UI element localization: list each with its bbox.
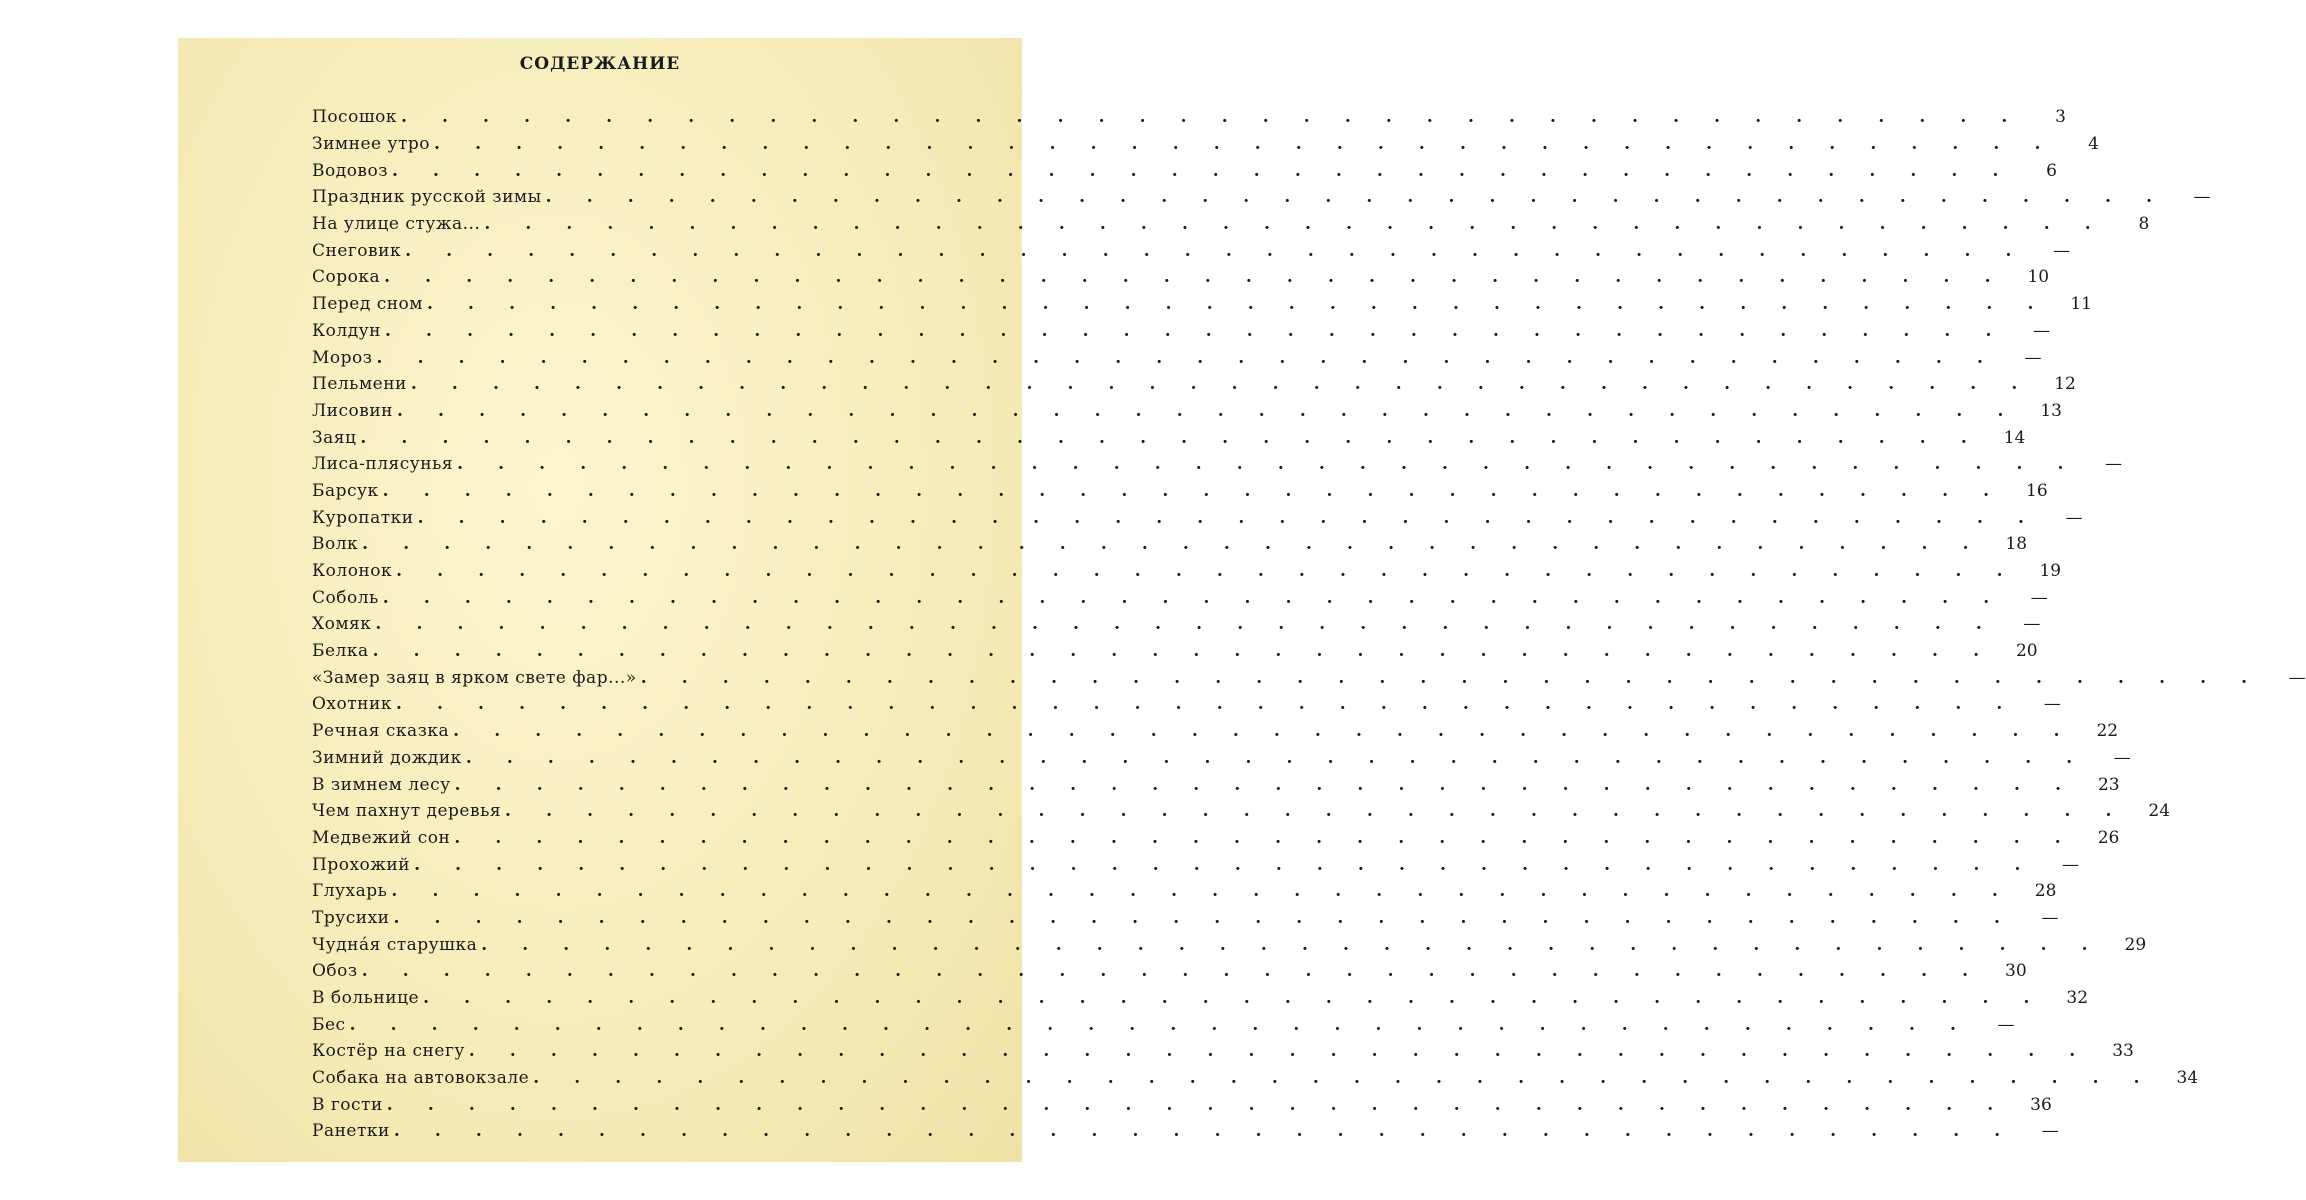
toc-entry bbox=[312, 451, 2123, 478]
toc-entry-page: — bbox=[2024, 347, 2042, 368]
toc-entry-page: 28 bbox=[2034, 881, 2057, 902]
dot-leader: . . . . . . . . . . . . . . . . . . . . . . . . . . . . . . . . . . . . . . . . bbox=[372, 641, 1994, 662]
dot-leader: . . . . . . . . . . . . . . . . . . . . . . . . . . . . . . . . . . . . . . . . bbox=[376, 347, 1998, 368]
toc-entry-title: Лисовин bbox=[312, 400, 394, 421]
toc-entry bbox=[312, 424, 2026, 451]
toc-entry bbox=[312, 771, 2120, 798]
toc-entry-page: 13 bbox=[2040, 400, 2062, 421]
toc-entry bbox=[312, 504, 2083, 531]
toc-entry bbox=[312, 211, 2150, 238]
toc-entry bbox=[312, 584, 2048, 611]
toc-entry-title: Водовоз bbox=[312, 160, 389, 181]
dot-leader: . . . . . . . . . . . . . . . . . . . . . . . . . . . . . . . . . . . . . . . . bbox=[405, 240, 2027, 261]
toc-entry bbox=[312, 1011, 2015, 1038]
dot-leader: . . . . . . . . . . . . . . . . . . . . . . . . . . . . . . . . . . . . . . . . bbox=[396, 561, 2018, 582]
toc-entry-page: 23 bbox=[2097, 774, 2120, 795]
toc-entry bbox=[312, 745, 2131, 772]
toc-entry-page: 8 bbox=[2138, 214, 2150, 235]
toc-entry bbox=[312, 237, 2071, 264]
toc-entry bbox=[312, 131, 2099, 158]
toc-entry-title: Мороз bbox=[312, 347, 373, 368]
book-page bbox=[178, 38, 2306, 1162]
toc-entry bbox=[312, 664, 2306, 691]
toc-entry-page: 4 bbox=[2088, 134, 2099, 155]
dot-leader: . . . . . . . . . . . . . . . . . . . . . . . . . . . . . . . . . . . . . . . . bbox=[349, 1014, 1971, 1035]
dot-leader: . . . . . . . . . . . . . . . . . . . . . . . . . . . . . . . . . . . . . . . . bbox=[481, 934, 2103, 955]
dot-leader: . . . . . . . . . . . . . . . . . . . . . . . . . . . . . . . . . . . . . . . . bbox=[468, 1041, 2090, 1062]
toc-entry-title: Волк bbox=[312, 534, 359, 555]
dot-leader: . . . . . . . . . . . . . . . . . . . . . . . . . . . . . . . . . . . . . . . . bbox=[414, 854, 2036, 875]
dot-leader: . . . . . . . . . . . . . . . . . . . . . . . . . . . . . . . . . . . . . . . . bbox=[453, 721, 2075, 742]
dot-leader: . . . . . . . . . . . . . . . . . . . . . . . . . . . . . . . . . . . . . . . . bbox=[454, 774, 2076, 795]
dot-leader: . . . . . . . . . . . . . . . . . . . . . . . . . . . . . . . . . . . . . . . . bbox=[382, 480, 2004, 501]
toc-entry-page: 16 bbox=[2026, 480, 2048, 501]
toc-entry-page: — bbox=[2030, 587, 2048, 608]
toc-entry-title: В зимнем лесу bbox=[312, 774, 451, 795]
dot-leader: . . . . . . . . . . . . . . . . . . . . . . . . . . . . . . . . . . . . . . . . bbox=[465, 747, 2087, 768]
toc-entry bbox=[312, 825, 2120, 852]
dot-leader: . . . . . . . . . . . . . . . . . . . . . . . . . . . . . . . . . . . . . . . . bbox=[393, 1121, 2015, 1142]
toc-entry-page: — bbox=[2113, 747, 2131, 768]
toc-entry-page: 18 bbox=[2005, 534, 2028, 555]
toc-entry-page: — bbox=[2065, 507, 2083, 528]
dot-leader: . . . . . . . . . . . . . . . . . . . . . . . . . . . . . . . . . . . . . . . . bbox=[362, 534, 1984, 555]
toc-entry-title: Праздник русской зимы bbox=[312, 187, 542, 208]
toc-entry bbox=[312, 851, 2080, 878]
toc-entry bbox=[312, 798, 2171, 825]
toc-entry-page: 24 bbox=[2148, 801, 2171, 822]
toc-entry-title: Посошок bbox=[312, 107, 397, 128]
toc-entry-title: Речная сказка bbox=[312, 721, 450, 742]
toc-entry-title: На улице стужа... bbox=[312, 214, 481, 235]
toc-entry bbox=[312, 1118, 2059, 1145]
dot-leader: . . . . . . . . . . . . . . . . . . . . . . . . . . . . . . . . . . . . . . . . bbox=[400, 107, 2022, 128]
toc-entry-page: 36 bbox=[2030, 1094, 2052, 1115]
dot-leader: . . . . . . . . . . . . . . . . . . . . . . . . . . . . . . . . . . . . . . . . bbox=[384, 267, 2006, 288]
toc-entry-page: 22 bbox=[2096, 721, 2119, 742]
dot-leader: . . . . . . . . . . . . . . . . . . . . . . . . . . . . . . . . . . . . . . . . bbox=[391, 881, 2013, 902]
dot-leader: . . . . . . . . . . . . . . . . . . . . . . . . . . . . . . . . . . . . . . . . bbox=[457, 454, 2079, 475]
toc-entry-title: Зимний дождик bbox=[312, 747, 462, 768]
toc-entry-title: Снеговик bbox=[312, 240, 402, 261]
toc-entry-title: Трусихи bbox=[312, 907, 390, 928]
toc-entry-page: 6 bbox=[2046, 160, 2057, 181]
toc-entry-title: Прохожий bbox=[312, 854, 411, 875]
toc-entry-title: Бес bbox=[312, 1014, 346, 1035]
toc-entry bbox=[312, 1038, 2134, 1065]
dot-leader: . . . . . . . . . . . . . . . . . . . . . . . . . . . . . . . . . . . . . . . . bbox=[427, 294, 2048, 315]
toc-entry bbox=[312, 291, 2092, 318]
toc-entry-page: 26 bbox=[2097, 827, 2120, 848]
dot-leader: . . . . . . . . . . . . . . . . . . . . . . . . . . . . . . . . . . . . . . . . bbox=[545, 187, 2167, 208]
dot-leader: . . . . . . . . . . . . . . . . . . . . . . . . . . . . . . . . . . . . . . . . bbox=[484, 214, 2106, 235]
toc-entry bbox=[312, 531, 2028, 558]
toc-entry-title: Костёр на снегу bbox=[312, 1041, 465, 1062]
toc-entry-title: «Замер заяц в ярком свете фар...» bbox=[312, 667, 637, 688]
toc-entry-title: В больнице bbox=[312, 988, 420, 1009]
toc-entry-title: Сорока bbox=[312, 267, 381, 288]
toc-entry bbox=[312, 691, 2061, 718]
toc-entry bbox=[312, 184, 2211, 211]
toc-entry bbox=[312, 878, 2057, 905]
dot-leader: . . . . . . . . . . . . . . . . . . . . . . . . . . . . . . . . . . . . . . . . bbox=[386, 1094, 2008, 1115]
dot-leader: . . . . . . . . . . . . . . . . . . . . . . . . . . . . . . . . . . . . . . . . bbox=[533, 1068, 2155, 1089]
dot-leader: . . . . . . . . . . . . . . . . . . . . . . . . . . . . . . . . . . . . . . . . bbox=[410, 374, 2032, 395]
toc-entry-page: 19 bbox=[2039, 561, 2062, 582]
toc-entry-page: — bbox=[2193, 187, 2211, 208]
toc-entry-title: Собака на автовокзале bbox=[312, 1068, 530, 1089]
toc-entry bbox=[312, 931, 2147, 958]
toc-entry bbox=[312, 344, 2042, 371]
dot-leader: . . . . . . . . . . . . . . . . . . . . . . . . . . . . . . . . . . . . . . . . bbox=[417, 507, 2039, 528]
toc-entry-page: — bbox=[2032, 320, 2050, 341]
toc-entry bbox=[312, 638, 2038, 665]
toc-entry-title: Глухарь bbox=[312, 881, 388, 902]
toc-entry-page: 12 bbox=[2054, 374, 2076, 395]
toc-entry-title: Соболь bbox=[312, 587, 379, 608]
dot-leader: . . . . . . . . . . . . . . . . . . . . . . . . . . . . . . . . . . . . . . . . bbox=[360, 427, 1982, 448]
toc-entry bbox=[312, 958, 2027, 985]
toc-entry-page: — bbox=[2041, 1121, 2059, 1142]
dot-leader: . . . . . . . . . . . . . . . . . . . . . . . . . . . . . . . . . . . . . . . . bbox=[392, 160, 2013, 181]
toc-entry-title: В гости bbox=[312, 1094, 383, 1115]
dot-leader: . . . . . . . . . . . . . . . . . . . . . . . . . . . . . . . . . . . . . . . . bbox=[397, 400, 2018, 421]
toc-entry-page: — bbox=[2023, 614, 2041, 635]
dot-leader: . . . . . . . . . . . . . . . . . . . . . . . . . . . . . . . . . . . . . . . . bbox=[423, 988, 2045, 1009]
toc-entry-title: Белка bbox=[312, 641, 369, 662]
toc-entry-title: Перед сном bbox=[312, 294, 424, 315]
page-title: СОДЕРЖАНИЕ bbox=[519, 54, 681, 74]
dot-leader: . . . . . . . . . . . . . . . . . . . . . . . . . . . . . . . . . . . . . . . . bbox=[375, 614, 1997, 635]
toc-entry-page: — bbox=[1997, 1014, 2015, 1035]
toc-entry bbox=[312, 611, 2041, 638]
toc-entry bbox=[312, 905, 2059, 932]
toc-entry-page: 3 bbox=[2055, 107, 2066, 128]
toc-entry-title: Колдун bbox=[312, 320, 381, 341]
toc-entry-title: Охотник bbox=[312, 694, 392, 715]
toc-entry bbox=[312, 558, 2062, 585]
toc-entry bbox=[312, 1065, 2199, 1092]
toc-entry-page: 29 bbox=[2124, 934, 2147, 955]
dot-leader: . . . . . . . . . . . . . . . . . . . . . . . . . . . . . . . . . . . . . . . . bbox=[640, 667, 2262, 688]
toc-entry bbox=[312, 398, 2062, 425]
toc-entry-title: Хомяк bbox=[312, 614, 372, 635]
toc-entry bbox=[312, 1091, 2052, 1118]
toc-entry bbox=[312, 264, 2050, 291]
toc-entry-page: — bbox=[2062, 854, 2080, 875]
dot-leader: . . . . . . . . . . . . . . . . . . . . . . . . . . . . . . . . . . . . . . . . bbox=[434, 134, 2055, 155]
dot-leader: . . . . . . . . . . . . . . . . . . . . . . . . . . . . . . . . . . . . . . . . bbox=[382, 587, 2004, 608]
toc-entry-title: Обоз bbox=[312, 961, 358, 982]
toc-entry-title: Зимнее утро bbox=[312, 134, 431, 155]
toc-entry-page: — bbox=[2043, 694, 2061, 715]
toc-entry bbox=[312, 318, 2050, 345]
dot-leader: . . . . . . . . . . . . . . . . . . . . . . . . . . . . . . . . . . . . . . . . bbox=[454, 827, 2076, 848]
toc-entry-page: — bbox=[2288, 667, 2306, 688]
toc-entry-title: Колонок bbox=[312, 561, 393, 582]
dot-leader: . . . . . . . . . . . . . . . . . . . . . . . . . . . . . . . . . . . . . . . . bbox=[393, 907, 2015, 928]
toc-entry-title: Медвежий сон bbox=[312, 827, 451, 848]
toc-entry-title: Барсук bbox=[312, 480, 379, 501]
dot-leader: . . . . . . . . . . . . . . . . . . . . . . . . . . . . . . . . . . . . . . . . bbox=[505, 801, 2127, 822]
toc-entry-page: 33 bbox=[2112, 1041, 2134, 1062]
dot-leader: . . . . . . . . . . . . . . . . . . . . . . . . . . . . . . . . . . . . . . . . bbox=[361, 961, 1983, 982]
toc-entry bbox=[312, 718, 2119, 745]
toc-entry-title: Заяц bbox=[312, 427, 357, 448]
toc-entry-page: — bbox=[2041, 907, 2059, 928]
dot-leader: . . . . . . . . . . . . . . . . . . . . . . . . . . . . . . . . . . . . . . . . bbox=[395, 694, 2017, 715]
toc-entry-page: 14 bbox=[2003, 427, 2026, 448]
toc-entry-title: Лиса-плясунья bbox=[312, 454, 454, 475]
toc-entry-page: 30 bbox=[2005, 961, 2027, 982]
toc-entry bbox=[312, 104, 2066, 131]
toc-entry-page: 32 bbox=[2066, 988, 2089, 1009]
toc-entry-page: — bbox=[2105, 454, 2123, 475]
toc-entry-page: 34 bbox=[2176, 1068, 2199, 1089]
toc-entry bbox=[312, 371, 2076, 398]
toc-entry-page: — bbox=[2053, 240, 2071, 261]
toc-entry-page: 10 bbox=[2027, 267, 2050, 288]
toc-entry-title: Ранетки bbox=[312, 1121, 390, 1142]
toc-entry-page: 20 bbox=[2015, 641, 2038, 662]
toc-entry-page: 11 bbox=[2070, 294, 2092, 315]
toc-entry bbox=[312, 478, 2048, 505]
dot-leader: . . . . . . . . . . . . . . . . . . . . . . . . . . . . . . . . . . . . . . . . bbox=[385, 320, 2006, 341]
toc-entry-title: Чем пахнут деревья bbox=[312, 801, 502, 822]
table-of-contents bbox=[312, 104, 2306, 1145]
toc-entry bbox=[312, 985, 2089, 1012]
toc-entry-title: Чудна́я старушка bbox=[312, 934, 478, 955]
toc-entry-title: Куропатки bbox=[312, 507, 414, 528]
toc-entry-title: Пельмени bbox=[312, 374, 407, 395]
toc-entry bbox=[312, 157, 2057, 184]
